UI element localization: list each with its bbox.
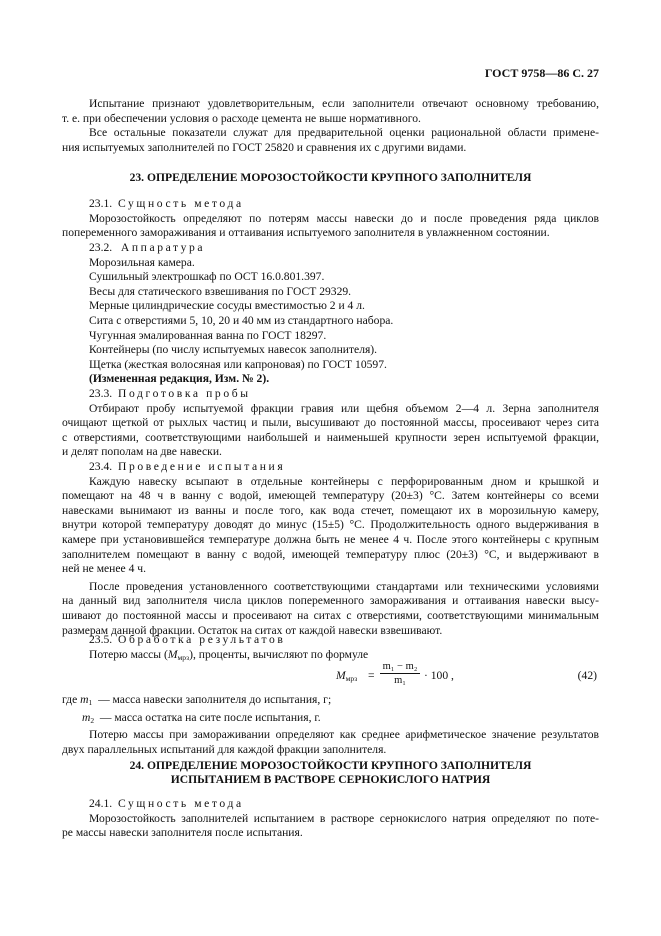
clause-number: 23.4.	[89, 460, 113, 473]
clause-number: 24.1.	[89, 797, 113, 810]
subsection-23-1	[62, 197, 599, 241]
equipment-item: Чугунная эмалированная ванна по ГОСТ 18297.	[89, 328, 327, 342]
formula-denominator: m₁	[394, 675, 406, 686]
formula-intro: Потерю массы $(M_{мрз})$, проценты, вычисляют по формуле	[89, 647, 369, 662]
equipment-item: Контейнеры (по числу испытуемых навесок заполнителя).	[89, 343, 378, 357]
text-line: т. е. при обеспечении условия о расходе цемента не выше нормативного.	[62, 111, 421, 125]
formula-legend: где $m_1$ — масса навески заполнителя до испытания, г; $m_2$ — масса остатка на сите после испытания, г. Потерю массы при замораживании определяют как среднее арифметическое значение результатов двух параллельных испытаний для каждой фракции заполнителя.	[62, 693, 599, 756]
clause-number: 23.5.	[89, 633, 113, 646]
legend-item: — масса остатка на сите после испытания, г.	[99, 710, 321, 724]
text-line: Потерю массы при замораживании определяют как среднее арифметическое значение результатов	[89, 728, 599, 742]
text-line: размерам данной фракции. Остаток на ситах от каждой навески взвешивают.	[62, 623, 443, 637]
running-header: ГОСТ 9758—86 С. 27	[484, 66, 599, 80]
text-line: ре массы навески заполнителя после испытания.	[62, 826, 303, 840]
text-line: на данный вид заполнителя числа циклов попеременного замораживания и оттаивания навески высу-	[62, 594, 599, 608]
equipment-item: Весы для статического взвешивания по ГОСТ 29329.	[89, 284, 352, 298]
text-line: навесками вынимают из ванны и после того, как вода стечет, помещают их в морозильную камеру,	[62, 503, 599, 517]
text-line: Все остальные показатели служат для предварительной оценки рациональной области примене-	[89, 126, 599, 140]
text-line: помещают на 48 ч в ванну с водой, имеющей температуру (20±3) °С. Затем контейнеры со всеми	[62, 489, 599, 503]
intro-text	[62, 97, 599, 155]
text-line: После проведения установленного соответствующими стандартами или техническими условиями	[89, 579, 599, 593]
equipment-item: Сушильный электрошкаф по ОСТ 16.0.801.397.	[89, 270, 325, 284]
clause-heading: Обработка результатов	[117, 633, 286, 646]
text-line: заполнителем помещают в ванну с водой, имеющей температуру плюс (20±3) °С, и выдерживают в	[62, 547, 599, 561]
clause-heading: Аппаратура	[120, 241, 206, 254]
formula-number: (42)	[577, 669, 597, 682]
subsection-23-4	[62, 460, 599, 638]
legend-item: — масса навески заполнителя до испытания, г;	[98, 693, 332, 706]
text-line: шивают до постоянной массы и просеивают на ситах с отверстиями, соответствующими минимальным	[62, 608, 599, 622]
formula-numerator: m₁ − m₂	[380, 661, 420, 674]
text-line: ния испытуемых заполнителей по ГОСТ 25820 и сравнения их с другими видами.	[62, 140, 467, 154]
equipment-item: Щетка (жесткая волосяная или капроновая) по ГОСТ 10597.	[89, 357, 387, 371]
subsection-23-3	[62, 387, 599, 460]
equipment-item: Сита с отверстиями 5, 10, 20 и 40 мм из стандартного набора.	[89, 313, 394, 327]
section-23-title: 23. ОПРЕДЕЛЕНИЕ МОРОЗОСТОЙКОСТИ КРУПНОГО ЗАПОЛНИТЕЛЯ	[129, 171, 532, 184]
text-line: ней не менее 4 ч.	[62, 562, 147, 576]
text-line: Морозостойкость заполнителей испытанием в растворе сернокислого натрия определяют по поте-	[89, 811, 599, 825]
equipment-item: Морозильная камера.	[89, 255, 195, 269]
text-line: Морозостойкость определяют по потерям массы навески до и после проведения ряда циклов	[89, 211, 599, 225]
where-word: где	[62, 693, 78, 706]
clause-number: 23.1.	[89, 197, 113, 210]
text-line: Отбирают пробу испытуемой фракции гравия или щебня объемом 2—4 л. Зерна заполнителя	[89, 401, 599, 415]
equipment-item: Мерные цилиндрические сосуды вместимостью 2 и 4 л.	[89, 299, 365, 313]
formula-tail: · 100 ,	[424, 669, 454, 682]
text-line: и делят пополам на две навески.	[62, 445, 222, 459]
text-line: внутри которой температуру доводят до минус (15±5) °С. Продолжительность одного выдерживания в	[62, 518, 599, 532]
formula-equals: =	[368, 669, 375, 682]
text-line: Каждую навеску всыпают в отдельные контейнеры с перфорированным дном и крышкой и	[89, 474, 599, 488]
clause-heading: Сущность метода	[117, 797, 244, 810]
formula-fraction	[380, 661, 420, 687]
text-line: Испытание признают удовлетворительным, если заполнители отвечают основному требованию,	[89, 97, 599, 110]
text-line: камере при установившейся температуре должна быть не менее 4 ч. После этого контейнеры с крупным	[62, 532, 599, 546]
clause-heading: Сущность метода	[117, 197, 244, 210]
subsection-24-1	[62, 797, 599, 841]
subsection-23-2	[62, 241, 599, 387]
clause-number: 23.2.	[89, 241, 113, 254]
clause-heading: Проведение испытания	[117, 460, 286, 473]
text-line: с отверстиями, соответствующими наибольшей и наименьшей крупности зерен испытуемой фракции,	[62, 430, 599, 444]
text-line: попеременного замораживания и оттаивания испытуемого заполнителя в увлажненном состоянии.	[62, 226, 550, 240]
section-24-title: 24. ОПРЕДЕЛЕНИЕ МОРОЗОСТОЙКОСТИ КРУПНОГО ЗАПОЛНИТЕЛЯ ИСПЫТАНИЕМ В РАСТВОРЕ СЕРНОКИСЛОГО НАТРИЯ	[129, 759, 532, 786]
formula-lhs: $M_{мрз}$	[336, 669, 358, 683]
clause-number: 23.3.	[89, 387, 113, 400]
clause-heading: Подготовка пробы	[117, 387, 251, 400]
formula-42	[62, 661, 599, 693]
amendment-note: (Измененная редакция, Изм. № 2).	[89, 372, 270, 386]
text-line: очищают щеткой от рыхлых частиц и пыли, высушивают до постоянной массы, просеивают через сита	[62, 416, 599, 430]
text-line: двух параллельных испытаний для каждой фракции заполнителя.	[62, 742, 387, 756]
